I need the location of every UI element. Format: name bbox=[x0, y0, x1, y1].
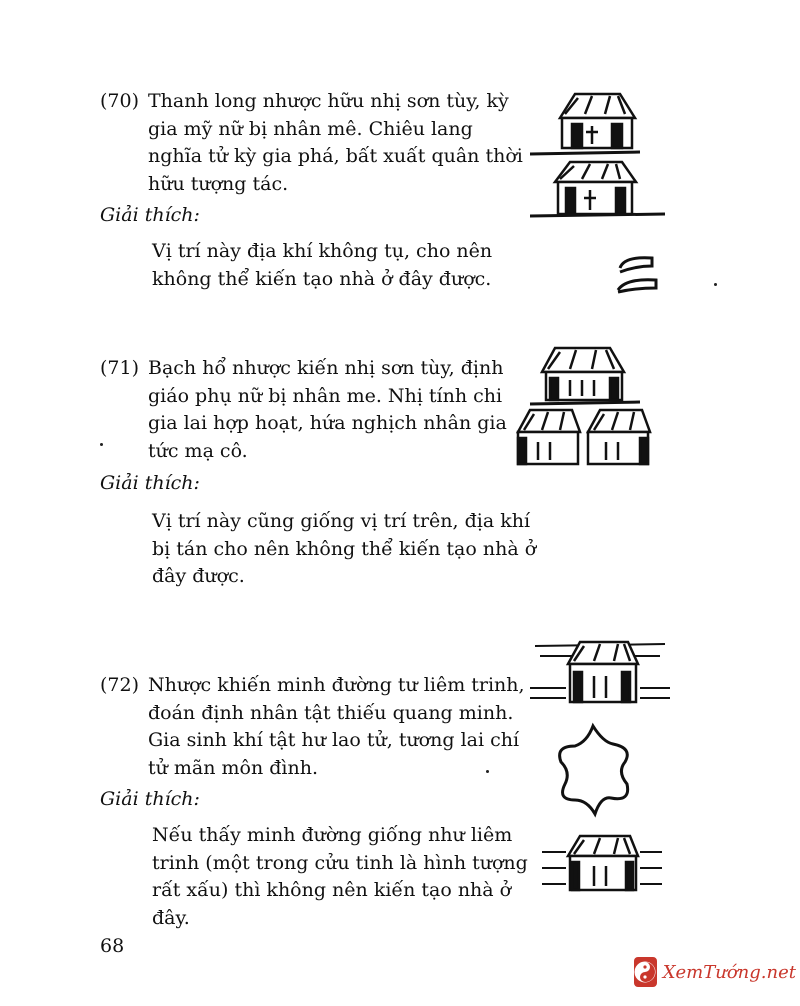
watermark bbox=[634, 952, 796, 992]
explanation-line: trinh (một trong cửu tinh là hình tượng bbox=[152, 851, 528, 874]
page-number: 68 bbox=[100, 935, 125, 957]
verse-line: Bạch hổ nhược kiến nhị sơn tùy, định bbox=[148, 357, 504, 379]
explanation-70 bbox=[152, 238, 522, 293]
print-speck bbox=[100, 443, 103, 446]
explanation-71 bbox=[152, 508, 537, 591]
verse-line: Thanh long nhược hữu nhị sơn tùy, kỳ bbox=[148, 90, 509, 112]
explanation-line: không thể kiến tạo nhà ở đây được. bbox=[152, 267, 492, 290]
entry-number: (70) bbox=[100, 90, 140, 112]
watermark-text: XemTướng.net bbox=[662, 961, 796, 983]
entry-70 bbox=[100, 88, 523, 198]
verse-line: Gia sinh khí tật hư lao tử, tương lai chí bbox=[148, 729, 520, 751]
verse-line: Nhược khiến minh đường tư liêm trinh, bbox=[148, 674, 525, 696]
explanation-line: Vị trí này cũng giống vị trí trên, địa khí bbox=[152, 510, 531, 532]
explanation-line: bị tán cho nên không thể kiến tạo nhà ở bbox=[152, 537, 537, 560]
verse-line: gia mỹ nữ bị nhân mê. Chiêu lang bbox=[148, 117, 473, 140]
verse-line: hữu tượng tác. bbox=[148, 172, 289, 195]
explanation-72 bbox=[152, 822, 528, 932]
verse-line: đoán định nhân tật thiếu quang minh. bbox=[148, 701, 514, 724]
explanation-line: Nếu thấy minh đường giống như liêm bbox=[152, 824, 513, 846]
verse-line: tức mạ cô. bbox=[148, 439, 248, 462]
figure-70-hills bbox=[616, 250, 661, 295]
figure-71-houses bbox=[510, 342, 660, 472]
explanation-label: Giải thích: bbox=[100, 788, 200, 810]
star-icon bbox=[555, 722, 635, 822]
verse-line: nghĩa tử kỳ gia phá, bất xuất quân thời bbox=[148, 145, 523, 167]
verse-line: giáo phụ nữ bị nhân me. Nhị tính chi bbox=[148, 384, 503, 407]
print-speck bbox=[714, 283, 717, 286]
explanation-line: Vị trí này địa khí không tụ, cho nên bbox=[152, 240, 493, 262]
figure-72-house-top bbox=[530, 636, 670, 716]
explanation-line: rất xấu) thì không nên kiến tạo nhà ở bbox=[152, 879, 512, 901]
explanation-line: đây được. bbox=[152, 565, 245, 587]
explanation-label: Giải thích: bbox=[100, 204, 200, 226]
yin-yang-logo-icon bbox=[634, 957, 657, 987]
entry-number: (71) bbox=[100, 357, 140, 379]
print-speck bbox=[486, 770, 489, 773]
verse-line: gia lai hợp hoạt, hứa nghịch nhân gia bbox=[148, 412, 507, 434]
entry-71 bbox=[100, 355, 520, 465]
verse-line: tử mãn môn đình. bbox=[148, 756, 319, 779]
entry-number: (72) bbox=[100, 674, 140, 696]
entry-72 bbox=[100, 672, 525, 782]
explanation-line: đây. bbox=[152, 906, 190, 929]
figure-70-houses bbox=[530, 86, 670, 226]
figure-72-house-bottom bbox=[540, 832, 665, 902]
explanation-label: Giải thích: bbox=[100, 472, 200, 494]
